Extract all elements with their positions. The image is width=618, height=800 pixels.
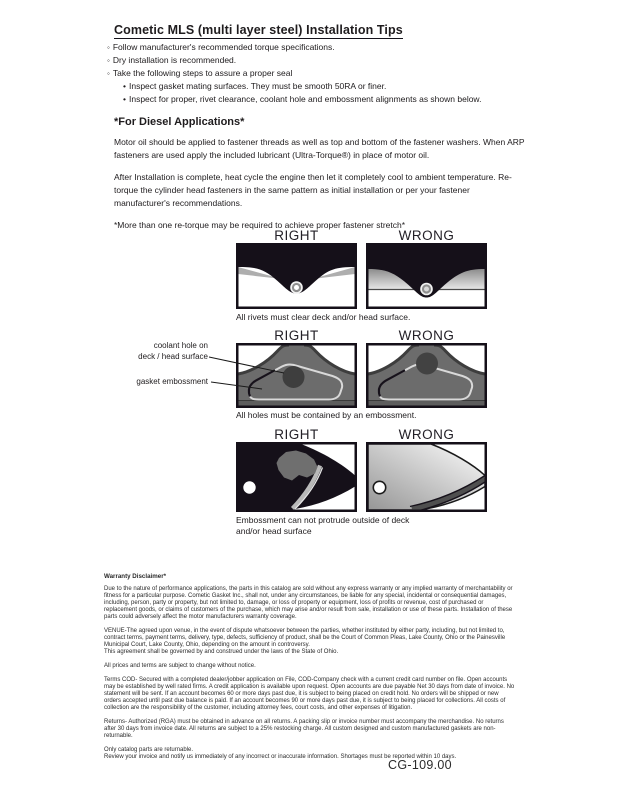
bullet-text: Follow manufacturer's recommended torque specifications. (112, 42, 335, 52)
sub-bullet-item (107, 93, 577, 106)
caption-line: Embossment can not protrude outside of deck (236, 515, 410, 525)
sub-bullet-text: Inspect gasket mating surfaces. They must be smooth 50RA or finer. (128, 81, 387, 91)
legal-section (104, 573, 517, 768)
annotation-line: deck / head surface (138, 352, 208, 361)
legal-paragraph-terms: Terms COD- Secured with a completed dealer/jobber application on File, COD-Company check with a current credit card number on file. Open accounts may be established by well rated firms. A credit application is available upon request. Open accounts are due payable Net 30 days from date of invoice. No statement will be sent. If an account becomes 60 or more days past due, it is subject to being placed on credit hold. No orders will be shipped or new orders accepted until past due balance is paid. If an account becomes 90 or more days past due, it is subject to being placed for collections. All costs of collection are the responsibility of the customer, including attorney fees, court costs, and other expenses of litigation. (104, 677, 515, 711)
embossment-protrusion-wrong-diagram (366, 442, 487, 512)
annotation-line: coolant hole on (153, 341, 208, 350)
bullet-text: Dry installation is recommended. (112, 55, 237, 65)
legal-paragraph-catalog: Only catalog parts are returnable. (104, 747, 194, 753)
row1-caption: All rivets must clear deck and/or head surface. (236, 312, 411, 322)
legal-paragraph-review: Review your invoice and notify us immediately of any incorrect or inaccurate information. Shortages must be reported within 10 days. (104, 754, 457, 760)
legal-paragraph-governed: This agreement shall be governed by and construed under the laws of the State of Ohio. (104, 649, 339, 655)
bullet-text: Take the following steps to assure a proper seal (112, 68, 293, 78)
row2-right-label: RIGHT (274, 328, 319, 343)
diesel-paragraph: *More than one re-torque may be required to achieve proper fastener stretch* (114, 220, 406, 230)
annotation-leader-lines (205, 350, 295, 395)
embossment-containment-wrong-diagram (366, 343, 487, 408)
row3-wrong-label: WRONG (398, 427, 455, 442)
row1-wrong-label: WRONG (398, 228, 455, 243)
bolt-hole-icon (243, 481, 255, 493)
row2-wrong-label: WRONG (398, 328, 455, 343)
bullet-item (107, 41, 577, 54)
warranty-disclaimer-heading: Warranty Disclaimer* (104, 573, 167, 580)
gasket-embossment-annotation: gasket embossment (136, 377, 208, 386)
coolant-hole-icon (416, 353, 438, 375)
row1-right-label: RIGHT (274, 228, 319, 243)
row3-right-label: RIGHT (274, 427, 319, 442)
sub-bullet-item (107, 80, 577, 93)
diesel-paragraph: Motor oil should be applied to fastener threads as well as top and bottom of the fastener washers. When ARP fasteners are used apply the included lubricant (Ultra-Torque®) in place of motor oil. (114, 137, 525, 160)
diesel-applications-section (114, 116, 528, 232)
rivet-clearance-right-diagram (236, 243, 357, 309)
legal-paragraph-venue: VENUE-The agreed upon venue, in the event of dispute whatsoever between the parties, whether instituted by either party, including, but not limited to, contract terms, payment terms, delivery, type, defects, sufficiency of product, shall be the Court of Common Pleas, Lake County, Ohio or the Painesville Municipal Court, Lake County, Ohio, depending on the amount in controversy. (104, 628, 506, 648)
sub-bullet-text: Inspect for proper, rivet clearance, coolant hole and embossment alignments as shown below. (128, 94, 482, 104)
row2-caption: All holes must be contained by an embossment. (236, 410, 417, 420)
legal-paragraph-returns: Returns- Authorized (RGA) must be obtained in advance on all returns. A packing slip or invoice number must accompany the merchandise. No returns after 30 days from invoice date. All returns are subject to a 25% restocking charge. All custom designed and custom manufactured gaskets are non-returnable. (104, 719, 504, 739)
diesel-heading: *For Diesel Applications* (114, 116, 245, 128)
page-title: Cometic MLS (multi layer steel) Installation Tips (114, 23, 403, 37)
bullet-item (107, 67, 577, 80)
legal-paragraph-prices: All prices and terms are subject to change without notice. (104, 663, 256, 669)
row3-caption (236, 515, 496, 536)
bolt-hole-icon (373, 481, 385, 493)
coolant-hole-annotation (108, 340, 208, 362)
caption-line: and/or head surface (236, 525, 312, 536)
rivet-clearance-wrong-diagram (366, 243, 487, 309)
page-code: CG-109.00 (388, 758, 452, 772)
diesel-paragraph: After Installation is complete, heat cycle the engine then let it completely cool to ambient temperature. Re-torque the cylinder head fasteners in the same pattern as initial installation or per your fastener manufacturer's recommendations. (114, 172, 512, 208)
embossment-protrusion-right-diagram (236, 442, 357, 512)
bullet-item (107, 54, 577, 67)
legal-paragraph-warranty: Due to the nature of performance applications, the parts in this catalog are sold without any express warranty or any implied warranty of merchantability or fitness for a particular purpose. Cometic Gasket Inc., shall not, under any circumstances, be liable for any special, incidental or consequential damages, including, person, party or property, but not limited to, damage, or loss of property or equipment, loss of profits or revenue, cost of purchased or replacement goods, or claims of customers of the purchase, which may arise and/or result from sale, installation or use of these parts. Installation of these parts could adversely affect the motor manufacturers warranty coverage. (104, 586, 513, 620)
installation-tips-list (107, 41, 577, 106)
